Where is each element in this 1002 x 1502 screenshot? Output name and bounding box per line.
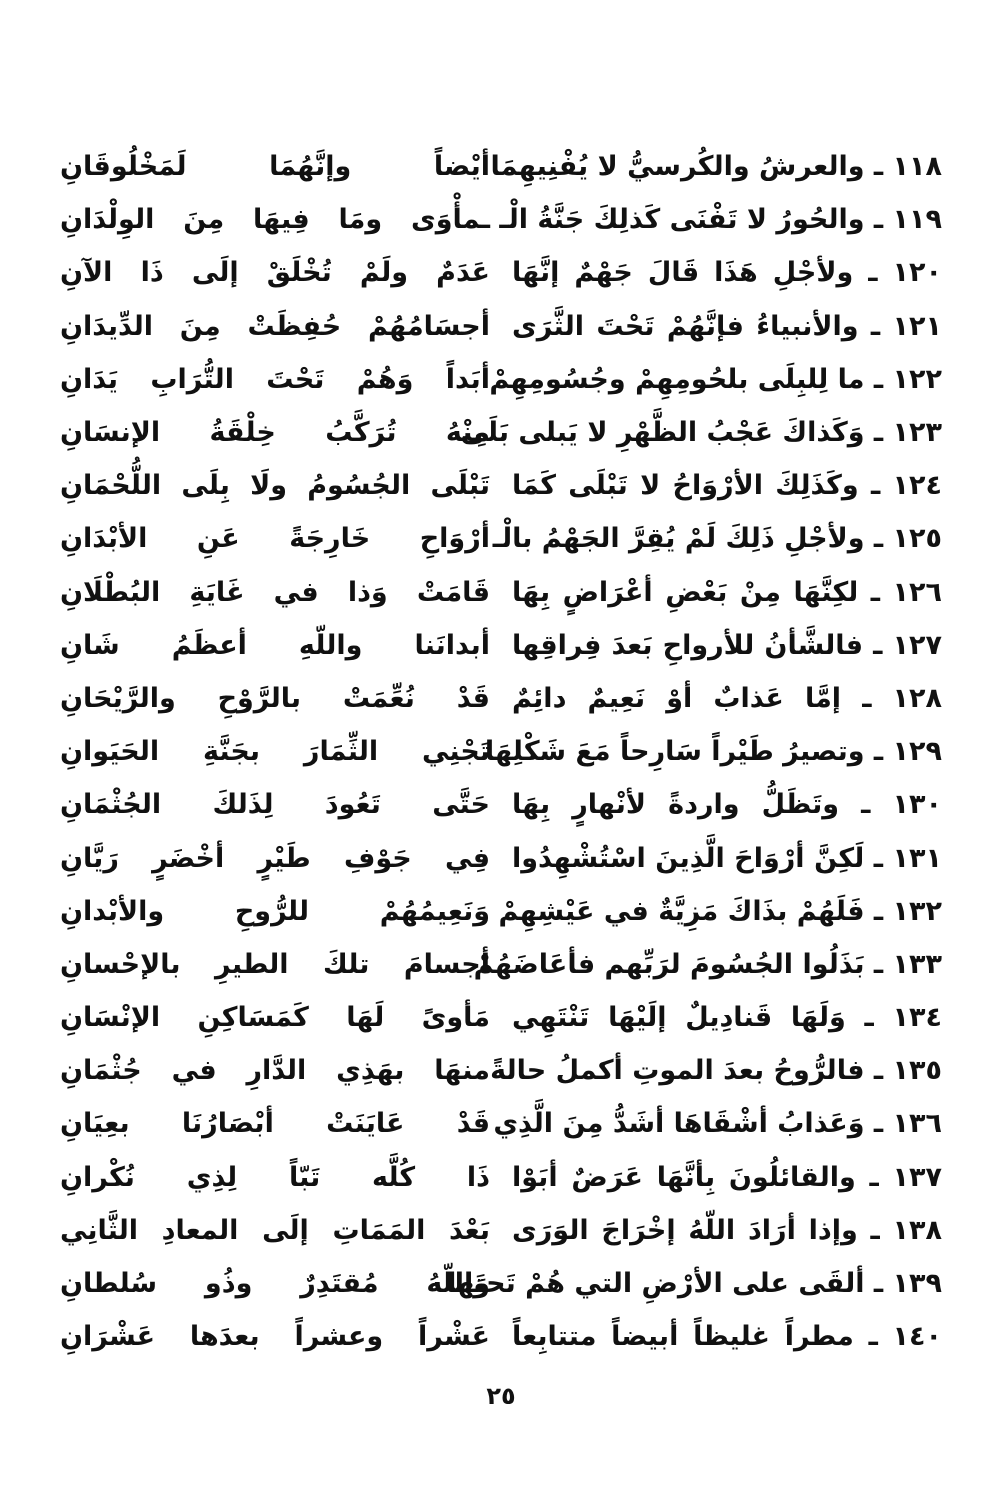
verse-first-hemistich: ١٢٧ ـ فالشَّأنُ للأرواحِ بَعدَ فِراقِها — [512, 629, 942, 661]
verse-first-hemistich: ١٢٣ ـ وَكَذاكَ عَجْبُ الظَّهْرِ لا يَبلى بَلَى — [460, 417, 942, 449]
verse-second-hemistich: أيْضاً وإنَّهُمَا لَمَخْلُوقَانِ — [60, 151, 490, 183]
verse-line — [60, 353, 942, 406]
verse-second-hemistich: بَعْدَ المَمَاتِ إلَى المعادِ الثَّانِي — [60, 1214, 490, 1246]
verse-first-hemistich: ١٢٨ ـ إمَّا عَذابٌ أوْ نَعِيمٌ دائِمٌ — [512, 682, 942, 714]
verse-line — [60, 619, 942, 672]
verse-first-hemistich: ١٣٢ ـ فَلَهُمْ بذَاكَ مَزِيَّةٌ في عَيْشِهِمْ — [498, 895, 942, 927]
verse-second-hemistich: عَدَمٌ ولَمْ تُخْلَقْ إلَى ذَا الآنِ — [60, 257, 490, 289]
poem-body — [60, 140, 942, 1363]
verse-second-hemistich: حَتَّى تَعُودَ لِذَلكَ الجُثْمَانِ — [60, 789, 490, 821]
verse-line — [60, 246, 942, 299]
verse-line — [60, 459, 942, 512]
verse-second-hemistich: وَنَعِيمُهُمْ للرُّوحِ والأبْدانِ — [60, 895, 490, 927]
verse-line — [60, 140, 942, 193]
verse-first-hemistich: ١٣٦ ـ وَعَذابُ أشْقَاهَا أشَدُّ مِنَ الَّذِي — [493, 1108, 942, 1140]
verse-line — [60, 566, 942, 619]
verse-line — [60, 831, 942, 884]
verse-second-hemistich: أجسامَ تلكَ الطيرِ بالإحْسانِ — [60, 948, 490, 980]
verse-second-hemistich: ـمأْوَى ومَا فِيهَا مِنَ الوِلْدَانِ — [60, 204, 490, 236]
verse-line — [60, 406, 942, 459]
verse-first-hemistich: ١٢٠ ـ ولأجْلِ هَذَا قَالَ جَهْمٌ إنَّهَا — [512, 257, 942, 289]
verse-first-hemistich: ١٣٨ ـ وإذا أرَادَ اللّهُ إخْرَاجَ الوَرَى — [512, 1214, 942, 1246]
verse-first-hemistich: ١٢٩ ـ وتصيرُ طَيْراً سَارِحاً مَعَ شَكْلِهَا — [484, 736, 942, 768]
verse-first-hemistich: ١٣٣ ـ بَذَلُوا الجُسُومَ لرَبِّهم فأعَاضَهُمْ — [473, 948, 942, 980]
verse-first-hemistich: ١٣٧ ـ والقائلُونَ بِأنَّهَا عَرَضٌ أبَوْا — [512, 1161, 942, 1193]
verse-line — [60, 1257, 942, 1310]
verse-line — [60, 1151, 942, 1204]
verse-second-hemistich: قَامَتْ وَذا في غَايَةِ البُطْلَانِ — [60, 576, 490, 608]
verse-line — [60, 778, 942, 831]
verse-first-hemistich: ١٢٤ ـ وكَذَلِكَ الأرْوَاحُ لا تَبْلَى كَمَا — [512, 470, 942, 502]
verse-first-hemistich: ١٢٥ ـ ولأجْلِ ذَلِكَ لَمْ يُقِرَّ الجَهْمُ بالْـ — [492, 523, 942, 555]
verse-line — [60, 1097, 942, 1150]
verse-second-hemistich: عَشْراً وعشراً بعدَها عَشْرَانِ — [60, 1321, 490, 1353]
page-number: ٢٥ — [486, 1382, 516, 1410]
verse-first-hemistich: ١٣٠ ـ وتَظَلُّ واردةً لأنْهارٍ بِهَا — [512, 789, 942, 821]
verse-second-hemistich: تَبْلَى الجُسُومُ ولَا بِلَى اللُّحْمَانِ — [60, 470, 490, 502]
verse-line — [60, 193, 942, 246]
verse-first-hemistich: ١١٩ ـ والحُورُ لا تَفْنَى كَذلِكَ جَنَّةُ الْـ — [499, 204, 942, 236]
verse-line — [60, 938, 942, 991]
verse-first-hemistich: ١٢٦ ـ لكِنَّهَا مِنْ بَعْضِ أعْرَاضٍ بِهَا — [512, 576, 942, 608]
verse-second-hemistich: أبَداً وَهُمْ تَحْتَ التُّرَابِ يَدَانِ — [60, 363, 490, 395]
verse-second-hemistich: مِنْهُ تُرَكَّبُ خِلْقَةُ الإنسَانِ — [60, 417, 490, 449]
verse-second-hemistich: أبدانَنا واللّهِ أعظَمُ شَانِ — [60, 629, 490, 661]
verse-first-hemistich: ١٢١ ـ والأنبياءُ فإنَّهُمْ تَحْتَ الثَّرَى — [512, 310, 942, 342]
verse-second-hemistich: قَدْ عَايَنَتْ أبْصَارُنَا بعِيَانِ — [60, 1108, 490, 1140]
verse-first-hemistich: ١٣٥ ـ فالرُّوحُ بعدَ الموتِ أكملُ حالةً — [490, 1055, 942, 1087]
verse-second-hemistich: فِي جَوْفِ طَيْرٍ أخْضَرٍ رَيَّانِ — [60, 842, 490, 874]
verse-second-hemistich: مَأوىً لَهَا كَمَسَاكِنِ الإنْسَانِ — [60, 1002, 490, 1034]
verse-line — [60, 725, 942, 778]
verse-line — [60, 672, 942, 725]
verse-line — [60, 1044, 942, 1097]
verse-line — [60, 300, 942, 353]
verse-second-hemistich: منهَا بهَذِي الدَّارِ في جُثْمَانِ — [60, 1055, 490, 1087]
verse-line — [60, 1310, 942, 1363]
verse-first-hemistich: ١٣٩ ـ ألقَى على الأرْضِ التي هُمْ تَحتَها — [447, 1268, 942, 1300]
verse-second-hemistich: وَاللّهُ مُقتَدِرٌ وذُو سُلطانِ — [60, 1268, 490, 1300]
verse-second-hemistich: أرْوَاحِ خَارِجَةً عَنِ الأبْدَانِ — [60, 523, 490, 555]
verse-first-hemistich: ١٢٢ ـ ما لِلبِلَى بلحُومِهِمْ وجُسُومِهِمْ — [489, 363, 942, 395]
verse-first-hemistich: ١٣١ ـ لَكِنَّ أرْوَاحَ الَّذِينَ اسْتُشْهِدُوا — [512, 842, 942, 874]
verse-second-hemistich: تَجْنِي الثِّمَارَ بجَنَّةِ الحَيَوانِ — [60, 736, 490, 768]
verse-second-hemistich: قَدْ نُعِّمَتْ بالرَّوْحِ والرَّيْحَانِ — [60, 682, 490, 714]
verse-first-hemistich: ١٤٠ ـ مطراً غليظاً أبيضاً متتابِعاً — [512, 1321, 942, 1353]
verse-first-hemistich: ١١٨ ـ والعرشُ والكُرسيُّ لا يُفْنِيهِمَا — [490, 151, 942, 183]
verse-second-hemistich: أجسَامُهُمْ حُفِظَتْ مِنَ الدِّيدَانِ — [60, 310, 490, 342]
verse-line — [60, 991, 942, 1044]
verse-line — [60, 1204, 942, 1257]
verse-first-hemistich: ١٣٤ ـ وَلَهَا قَنادِيلٌ إلَيْهَا تَنْتَهِي — [512, 1002, 942, 1034]
verse-second-hemistich: ذَا كُلَّه تَبّاً لِذِي نُكْرانِ — [60, 1161, 490, 1193]
verse-line — [60, 512, 942, 565]
verse-line — [60, 885, 942, 938]
